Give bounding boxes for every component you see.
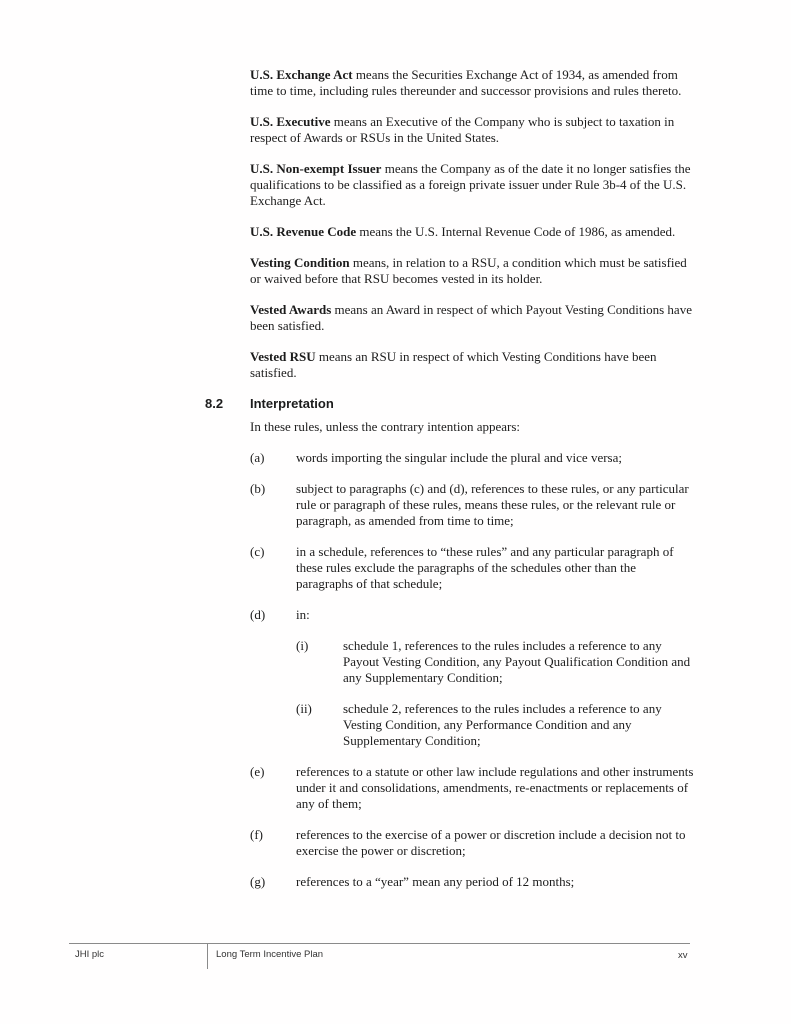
list-item-text: in a schedule, references to “these rules” and any particular paragraph of these rules exclude the paragraphs of the schedules other than the paragraphs of that schedule; [296,544,674,591]
list-item-label: (g) [250,874,266,889]
definition-term: U.S. Executive [250,114,331,129]
definition-text: means an Executive of the Company who is subject to taxation in respect of Awards or RSUs in the United States. [250,114,675,145]
list-item-label: (a) [250,450,265,465]
definition-term: U.S. Non-exempt Issuer [250,161,382,176]
list-item-text: in: [296,607,310,622]
list-item-b [250,481,694,529]
list-item-text: references to the exercise of a power or discretion include a decision not to exercise the power or discretion; [296,827,686,858]
list-item-text: references to a “year” mean any period of 12 months; [296,874,575,889]
definition-term: Vested Awards [250,302,332,317]
list-subitem-ii [296,701,694,749]
definition-text: means, in relation to a RSU, a condition which must be satisfied or waived before that RSU becomes vested in its holder. [250,255,687,286]
footer-company: JHI plc [75,949,105,960]
definition-term: U.S. Exchange Act [250,67,353,82]
footer-document-title: Long Term Incentive Plan [216,949,324,960]
definition-vested-rsu [250,349,694,381]
definition-us-revenue-code [250,224,694,240]
list-item-text: subject to paragraphs (c) and (d), references to these rules, or any particular rule or paragraph of these rules, means these rules, or the relevant rule or paragraph, as amended from time to time; [296,481,689,528]
list-item-label: (f) [250,827,263,842]
list-subitem-i [296,638,694,686]
page-content [205,67,694,905]
list-subitem-label: (ii) [296,701,312,716]
section-heading [205,396,694,412]
section-number: 8.2 [205,396,224,411]
footer-horizontal-rule [69,943,690,944]
definition-text: means the Securities Exchange Act of 1934, as amended from time to time, including rules thereunder and successor provisions and rules thereto. [250,67,682,98]
list-item-text: references to a statute or other law include regulations and other instruments under it and consolidations, amendments, re-enactments or replacements of any of them; [296,764,694,811]
definition-us-exchange-act [250,67,694,99]
section-title: Interpretation [250,396,334,411]
footer-vertical-divider [207,943,208,969]
list-item-label: (d) [250,607,266,622]
definition-term: Vesting Condition [250,255,350,270]
definition-vested-awards [250,302,694,334]
definition-vesting-condition [250,255,694,287]
definition-text: means an RSU in respect of which Vesting Conditions have been satisfied. [250,349,657,380]
list-item-d [250,607,694,623]
list-item-f [250,827,694,859]
list-item-e [250,764,694,812]
list-item-text: words importing the singular include the plural and vice versa; [296,450,622,465]
list-item-label: (e) [250,764,265,779]
list-subitem-label: (i) [296,638,309,653]
definition-term: U.S. Revenue Code [250,224,357,239]
footer-page-number: xv [678,950,688,961]
section-intro: In these rules, unless the contrary intention appears: [250,419,521,434]
list-subitem-text: schedule 1, references to the rules includes a reference to any Payout Vesting Condition, any Payout Qualification Condition and any Supplementary Condition; [343,638,691,685]
definition-us-non-exempt-issuer [250,161,694,209]
definition-text: means the Company as of the date it no longer satisfies the qualifications to be classified as a foreign private issuer under Rule 3b-4 of the U.S. Exchange Act. [250,161,691,208]
definition-term: Vested RSU [250,349,316,364]
list-subitem-text: schedule 2, references to the rules includes a reference to any Vesting Condition, any Performance Condition and any Supplementary Condition; [343,701,662,748]
list-item-label: (b) [250,481,266,496]
list-item-c [250,544,694,592]
list-item-a [250,450,694,466]
definition-text: means an Award in respect of which Payout Vesting Conditions have been satisfied. [250,302,692,333]
list-item-g [250,874,694,890]
definition-text: means the U.S. Internal Revenue Code of 1986, as amended. [356,224,676,239]
list-item-label: (c) [250,544,265,559]
definition-us-executive [250,114,694,146]
